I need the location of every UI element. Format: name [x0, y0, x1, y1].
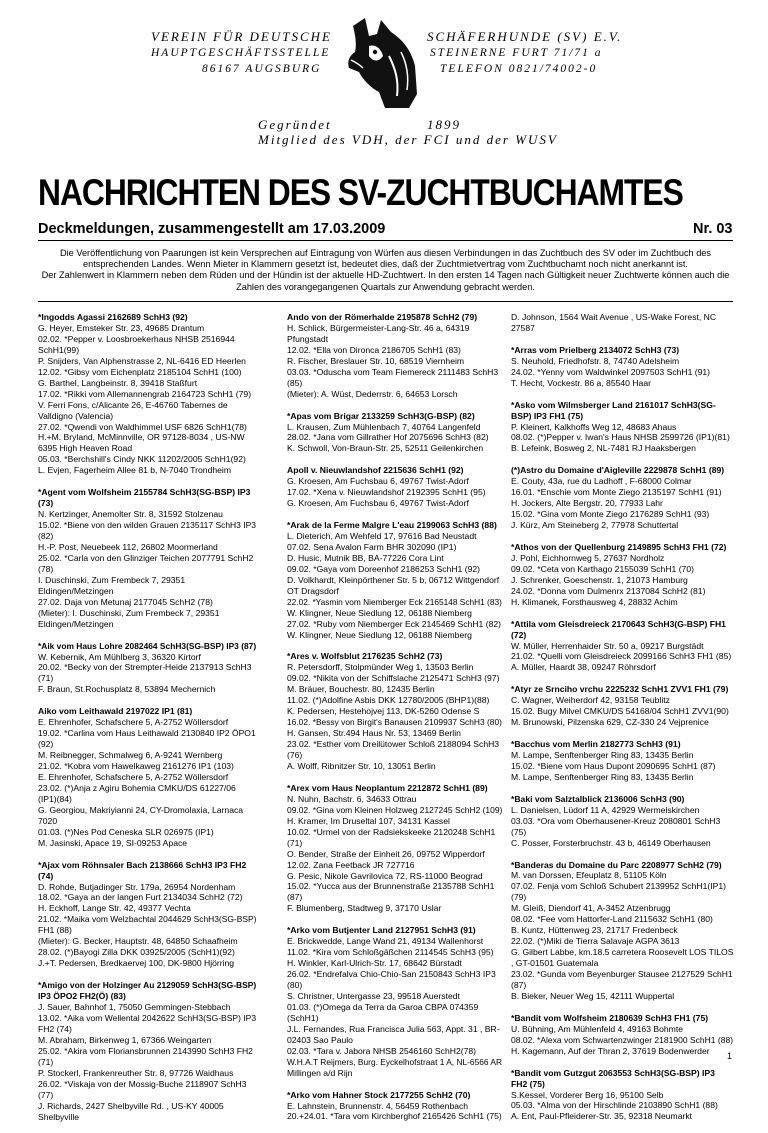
entry-line: M. Lampe, Senftenberger Ring 83, 13435 Berlin [511, 750, 694, 761]
entry-line: A. Wolff, Ribnitzer Str. 10, 13051 Berlin [287, 761, 436, 772]
entry-line: D. Volkhardt, Kleinpörthener Str. 5 b, 06712 Wittgendorf [287, 574, 500, 585]
entry-line: H. Kramer, Im Druseltal 107, 34131 Kassel [287, 815, 450, 826]
stud-entry [511, 465, 733, 531]
stud-dog-name: *Apas vom Brigar 2133259 SchH3(G-BSP) (82) [287, 410, 475, 421]
entry-line: (71) [38, 673, 54, 684]
entry-line: M. Abraham, Birkenweg 1, 67366 Weingarten [38, 1034, 212, 1045]
entry-line: S. Christner, Untergasse 23, 99518 Auerstedt [287, 991, 460, 1001]
stud-entry [287, 1090, 502, 1123]
stud-entry [511, 400, 733, 455]
entry-line: 6395 High Heaven Road [38, 443, 133, 454]
entry-line: U. Bühning, Am Mühlenfeld 4, 49163 Bohmte [511, 1023, 683, 1034]
entry-line: 21.02. *Quelli vom Gleisdreieck 2099166 SchH3 FH1 (85) [511, 651, 732, 662]
entry-line: 21.02. *Maika vom Welzbachtal 2044629 SchH3(SG-BSP) [38, 914, 257, 925]
stud-entry [511, 1068, 733, 1123]
entry-line: 15.02. Bugy Milvel CMKU/DS 54168/04 SchH1 ZVV1(90) [511, 706, 729, 717]
entry-line: 01.03. (*)Omega da Terra da Garoa CBPA 074359 [287, 1001, 479, 1012]
entry-line: 15.02. *Yucca aus der Brunnenstraße 2135788 SchH1 [287, 881, 495, 892]
page-number: 1 [727, 1051, 733, 1061]
entry-line: 15.02. *Gina vom Monte Ziego 2176289 SchH1 (93) [511, 509, 710, 520]
entry-line: P. Stockerl, Frankenreuther Str. 8, 97726 Waidhaus [38, 1067, 234, 1078]
stud-entry [511, 1013, 733, 1057]
entry-line: 28.02. *Jana vom Gillrather Hof 2075696 SchH3 (82) [287, 432, 489, 443]
entry-line: D. Rohde, Butjadinger Str. 179a, 26954 Nordenham [38, 881, 236, 892]
entry-line: (77) [38, 1089, 54, 1100]
entry-line: 7020 [38, 815, 58, 826]
stud-dog-name: *Arras vom Prielberg 2134072 SchH3 (73) [511, 344, 680, 355]
entry-line: H. Klimanek, Forsthausweg 4, 28832 Achim [511, 596, 678, 607]
entry-line: (85) [287, 377, 303, 388]
entry-line: (76) [287, 750, 303, 761]
stud-dog-name: *Aik vom Haus Lohre 2082464 SchH3(SG-BSP) IP3 (87) [38, 640, 257, 651]
entry-line: M. Bräuer, Bouchestr. 80, 12435 Berlin [287, 684, 435, 695]
entry-line: 15.02. *Biene von den wilden Grauen 2135117 SchH3 IP3 [38, 520, 256, 531]
stud-entry [511, 312, 733, 334]
stud-dog-name: *Athos von der Quellenburg 2149895 SchH3 FH1 (72) [511, 541, 727, 552]
entry-line: J. Sauer, Bahnhof 1, 75050 Gemmingen-Stebbach [38, 1001, 231, 1012]
entry-line: (79) [511, 892, 527, 903]
association-name-right: SCHÄFERHUNDE (SV) E.V. [427, 29, 623, 44]
stud-entry [287, 783, 502, 914]
stud-entry [511, 619, 733, 674]
entry-line: I. Duschinski, Zum Frembeck 7, 29351 [38, 574, 186, 585]
entry-line: L. Krausen, Zum Mühlenbach 7, 40764 Langenfeld [287, 421, 481, 432]
issue-number: Nr. 03 [693, 221, 733, 237]
entry-line: L. Danielsen, Lüdorf 11 A, 42929 Wermelskirchen [511, 804, 700, 815]
entry-line: 09.02. *Gaya vom Doreenhof 2186253 SchH1 (92) [287, 563, 481, 574]
entry-line: E. Brickwedde, Lange Wand 21, 49134 Wallenhorst [287, 936, 484, 947]
entry-line: N. Kertzinger, Anemolter Str. 8, 31592 Stolzenau [38, 509, 223, 520]
entry-line: H. Winkler, Karl-Ulrich-Str. 17, 68642 Bürstadt [287, 958, 462, 969]
entry-line: H.-P. Post, Neuebeek 112, 26802 Moormerland [38, 542, 218, 552]
entry-line: (92) [38, 739, 54, 750]
entry-line: Eldingen/Metzingen [38, 585, 114, 596]
entry-line: H. Eckhoff, Lange Str. 42, 49377 Vechta [38, 903, 191, 914]
entry-line: (75) [511, 826, 527, 837]
entry-line: Valldigno (Valencia) [38, 410, 114, 421]
entry-line: 12.02. *Ella von Dironca 2186705 SchH1 (83) [287, 344, 461, 355]
entry-line: 26.02. *Viskaja von der Mossig-Buche 2118907 SchH3 [38, 1078, 247, 1089]
entry-line: 03.03. *Oduscha vom Team Fiemereck 2111483 SchH3 [287, 366, 499, 377]
report-subtitle: Deckmeldungen, zusammengestellt am 17.03.2009 [38, 221, 386, 237]
entry-line: F. Braun, St.Rochusplatz 8, 53894 Mechernich [38, 684, 216, 695]
entry-line: W. Müller, Herrenhaider Str. 50 a, 09217 Burgstädt [511, 640, 704, 651]
entry-line: 01.03. (*)Nes Pod Ceneska SLR 026975 (IP1) [38, 826, 214, 837]
entry-line: D. Johnson, 1564 Wait Avenue , US-Wake Forest, NC [511, 312, 717, 322]
entry-line: R. Petersdorff, Stolpmünder Weg 1, 13503 Berlin [287, 662, 474, 673]
entry-line: W. Klingner, Neue Siedlung 12, 06188 Niemberg [287, 607, 472, 618]
entry-line: N. Nuhn, Bachstr. 6, 34633 Ottrau [287, 793, 417, 804]
entry-line: 23.02. *Gunda vom Beyenburger Stausee 2127529 SchH1 [511, 969, 733, 980]
stud-entry [38, 487, 256, 629]
entry-line: 16.02. *Bessy von Birgit's Banausen 2109937 SchH3 (80) [287, 717, 502, 728]
entry-line: E. Ehrenhofer, Schafschere 5, A-2752 Wöllersdorf [38, 771, 229, 782]
stud-dog-name: BSP) IP3 FH1 (75) [511, 410, 584, 421]
stud-dog-name: *Agent vom Wolfsheim 2155784 SchH3(SG-BSP) IP3 [38, 487, 251, 498]
entry-line: (82) [38, 531, 54, 542]
entry-line: G. Gilbert Labbe, km.18.5 carretera Roosevelt LOS TILOS [511, 947, 734, 958]
entry-line: M. Lampe, Senftenberger Ring 83, 13435 Berlin [511, 771, 694, 782]
entry-line: 20.02. *Becky von der Strempter-Heide 2137913 SchH3 [38, 662, 252, 673]
entry-line: (IP1)(84) [38, 793, 72, 804]
stud-entry [511, 345, 733, 389]
entry-line: SchH1(99) [38, 344, 80, 355]
entry-line: 27.02. *Ruby vom Niemberger Eck 2145469 SchH1 (82) [287, 618, 502, 629]
shepherd-dog-logo [345, 16, 419, 110]
entry-line: (80) [287, 980, 303, 991]
entry-line: P. Kleinert, Kalkhoffs Weg 12, 48683 Ahaus [511, 421, 677, 432]
stud-dog-name: *Bandit vom Wolfsheim 2180639 SchH3 FH1 (75) [511, 1012, 709, 1023]
entry-line: 05.03. *Berchshill's Cindy NKK 11202/2005 SchH1(92) [38, 454, 246, 465]
entry-line: 17.02. *Xena v. Nieuwlandshof 2192395 SchH1 (95) [287, 487, 486, 498]
entry-line: M. Brunowski, Pilzenska 629, CZ-330 24 Vejprenice [511, 717, 709, 728]
entry-line: (Mieter): A. Wüst, Dederrstr. 6, 64653 Lorsch [287, 388, 458, 399]
membership-line: Mitglied des VDH, der FCI und der WUSV [258, 132, 558, 147]
stud-dog-name: *Attila vom Gleisdreieck 2170643 SchH3(G-BSP) FH1 [511, 618, 726, 629]
entry-line: J.+T. Pedersen, Bredkaervej 100, DK-9800 Hjörring [38, 958, 235, 969]
entry-line: (71) [38, 1056, 54, 1067]
intro-line: entsprechenden Landes. Wenn Mieter in Klammern gesetzt ist, bedeutet dies, daß der Zuchtmietvertrag vom Zuchtbuchamt noch nicht anerkannt ist. [83, 259, 688, 270]
stud-dog-name: *Arko vom Butjenter Land 2127951 SchH3 (91) [287, 925, 476, 936]
entry-line: 25.02. *Akira vom Floriansbrunnen 2143990 SchH3 FH2 [38, 1045, 253, 1056]
entry-line: J. Richards, 2427 Shelbyville Rd. , US-KY 40005 [38, 1100, 224, 1111]
column-middle [287, 312, 502, 1133]
entry-line: 24.02. *Donna vom Dulmenrx 2137084 SchH2 (81) [511, 585, 706, 596]
stud-dog-name: (72) [511, 629, 527, 640]
founded-year: 1899 [427, 117, 461, 132]
entry-line: 22.02. (*)Miki de Tierra Salavaje AGPA 3613 [511, 936, 680, 947]
entry-line: (78) [38, 563, 54, 574]
stud-entry [287, 651, 502, 771]
entry-line: 27.02. Daja von Metunaj 2177045 SchH2 (78) [38, 596, 213, 607]
entry-line: 11.02. *Kira vom Schloßgäßchen 2114545 SchH3 (95) [287, 947, 494, 958]
intro-line: Zahlen des vorangegangenen Quartals zur Anwendung gebracht werden. [236, 281, 535, 292]
entry-line: 20.+24.01. *Tara vom Kirchberghof 2165426 SchH1 (75) [287, 1111, 502, 1122]
entry-line: 19.02. *Carlina vom Haus Leithawald 2130840 IP2 ÖPO1 [38, 728, 256, 739]
stud-dog-name: (*)Astro du Domaine d'Aigleville 2229878 SchH1 (89) [511, 465, 725, 476]
entry-line: 02.02. *Pepper v. Loosbroekerhaus NHSB 2516944 [38, 333, 235, 344]
entry-line: 05.03. *Alma von der Hirschlinde 2103890 SchH1 (88) [511, 1100, 718, 1111]
entry-line: K. Pedersen, Hestehojvej 113, DK-5260 Odense S [287, 706, 480, 717]
entry-line: 08.02. (*)Pepper v. Iwan's Haus NHSB 2599726 (IP1)(81) [511, 432, 730, 443]
stud-dog-name: Apoll v. Nieuwlandshof 2215636 SchH1 (92) [287, 465, 464, 476]
entry-line: B. Bieker, Neuer Weg 15, 42111 Wuppertal [511, 990, 675, 1001]
entry-line: E. Ehrenhofer, Schafschere 5, A-2752 Wöllersdorf [38, 717, 229, 728]
stud-dog-name: *Arko vom Hahner Stock 2177255 SchH2 (70) [287, 1089, 471, 1100]
stud-dog-name: *Baki vom Salztalblick 2136006 SchH3 (90) [511, 793, 685, 804]
founded-label: Gegründet [258, 117, 332, 132]
stud-entry [287, 520, 502, 640]
divider [38, 240, 733, 241]
entry-line: (87) [287, 892, 303, 903]
entry-line: S.Kessel, Vorderer Berg 16, 95100 Selb [511, 1089, 664, 1100]
entry-line: OT Dragsdorf [287, 585, 339, 596]
entry-line: 15.02. *Biene vom Haus Dupont 2090695 SchH1 (87) [511, 760, 716, 771]
entry-line: 07.02. Fenja vom Schloß Schubert 2139952 SchH1(IP1) [511, 881, 726, 892]
stud-dog-name: *Ingodds Agassi 2162689 SchH3 (92) [38, 312, 188, 322]
stud-entry [287, 465, 502, 509]
entry-line: G. Kroesen, Am Fuchsbau 6, 49767 Twist-Adorf [287, 476, 469, 487]
entry-line: FH2 (74) [38, 1023, 72, 1034]
column-right [511, 312, 733, 1133]
entry-line: FH1 (88) [38, 925, 72, 936]
entry-line: 23.02. (*)Anja z Agiru Bohemia CMKU/DS 61227/06 [38, 782, 236, 793]
stud-entry [287, 411, 502, 455]
entry-line: G. Barthel, Langbeinstr. 8, 39418 Staßfurt [38, 377, 198, 388]
entry-line: F. Blumenberg, Stadtweg 9, 37170 Uslar [287, 903, 442, 914]
entry-line: O. Bender, Straße der Einheit 26, 09752 Wipperdorf [287, 848, 485, 859]
entry-line: 22.02. *Yasmin vom Niemberger Eck 2165148 SchH1 (83) [287, 596, 502, 607]
column-left [38, 312, 256, 1133]
intro-line: Die Veröffentlichung von Paarungen ist kein Versprechen auf Eintragung von Würfen aus diesen Verbindungen in das Zuchtbuch des SV oder im Zuchtbuch des [59, 248, 712, 258]
entry-line: Pfungstadt [287, 333, 329, 344]
entry-line: J. Kürz, Am Steineberg 2, 77978 Schuttertal [511, 520, 679, 531]
stud-dog-name: (73) [38, 498, 54, 509]
stud-entry [38, 860, 256, 970]
entry-line: J.L. Fernandes, Rua Francisca Julia 563, Appt. 31 , BR- [287, 1023, 500, 1034]
stud-entry [287, 312, 502, 400]
stud-entry [38, 641, 256, 696]
stud-dog-name: *Asko vom Wilmsberger Land 2161017 SchH3(SG- [511, 399, 716, 410]
divider [38, 301, 733, 302]
office-phone: TELEFON 0821/74002-0 [440, 63, 598, 75]
entry-line: (Mieter): G. Becker, Hauptstr. 48, 64850 Schaafheim [38, 936, 238, 947]
entry-line: (71) [287, 837, 303, 848]
stud-dog-name: Aiko vom Leithawald 2197022 IP1 (81) [38, 706, 193, 717]
stud-entry [511, 542, 733, 608]
stud-dog-name: *Arex vom Haus Neoplantum 2212872 SchH1 (89) [287, 782, 488, 793]
stud-dog-name: FH2 (75) [511, 1078, 545, 1089]
entry-line: 02403 Sao Paulo [287, 1034, 353, 1045]
stud-dog-name: *Ajax vom Röhnsaler Bach 2138666 SchH3 IP3 FH2 [38, 859, 247, 870]
entry-line: 23.02. *Esther vom Dreilütower Schloß 2188094 SchH3 [287, 739, 500, 750]
entry-line: (87) [511, 980, 527, 990]
entry-line: M. Jasinski, Apace 19, SI-09253 Apace [38, 837, 188, 848]
entry-line: 09.02. *Nikita von der Schiffslache 2125471 SchH3 (97) [287, 673, 500, 684]
entry-line: A. Ent, Paul-Pfleiderer-Str. 35, 92318 Neumarkt [511, 1111, 693, 1122]
entry-line: B. Kuntz, Hüttenweg 23, 21717 Fredenbeck [511, 925, 678, 936]
entry-line: 18.02. *Gaya an der langen Furt 2134034 SchH2 (72) [38, 892, 243, 903]
entry-line: 17.02. *Rikki vom Allemannengrab 2164723 SchH1 (79) [38, 388, 252, 399]
entry-line: E. Couty, 43a, rue du Ladhoff , F-68000 Colmar [511, 476, 692, 487]
entry-line: 27.02. *Qwendi von Waldhimmel USF 6826 SchH1(78) [38, 421, 247, 432]
entry-line: L. Evjen, Fagerheim Allee 81 b, N-7040 Trondheim [38, 465, 231, 476]
entry-line: R. Fischer, Breslauer Str. 10, 68519 Viernheim [287, 355, 465, 366]
entry-line: S. Neuhold, Friedhofstr. 8, 74740 Adelsheim [511, 355, 680, 366]
entry-line: J. Pohl, Eichhornweg 5, 27637 Nordholz [511, 552, 665, 563]
entry-line: V. Ferri Fons, c/Alicante 26, E-46760 Tabernes de [38, 399, 228, 410]
entry-line: W. Klingner, Neue Siedlung 12, 06188 Niemberg [287, 629, 472, 640]
stud-dog-name: *Bacchus vom Merlin 2182773 SchH3 (91) [511, 739, 681, 750]
entry-line: H. Schlick, Bürgermeister-Lang-Str. 46 a, 64319 [287, 322, 470, 333]
entry-line: (Mieter): I. Duschinski, Zum Frembeck 7, 29351 [38, 607, 220, 618]
entry-line: 07.02. Sena Avalon Farm BHR 302090 (IP1) [287, 541, 457, 552]
stud-dog-name: (74) [38, 870, 54, 881]
entry-line: W. Kebernik, Am Mühlberg 3, 36320 Kirtorf [38, 651, 201, 662]
stud-entry [511, 739, 733, 783]
entry-line: H. Jockers, Alte Bergstr. 20, 77933 Lahr [511, 498, 663, 509]
entry-line: W.H.A.T Reijmers, Burg. Eyckelhofstraat 1 A, NL-6566 AR [287, 1056, 503, 1067]
stud-dog-name: IP3 ÖPO2 FH2(Ö) (83) [38, 991, 126, 1002]
stud-entry [38, 980, 256, 1122]
office-city: 86167 AUGSBURG [202, 63, 322, 75]
entry-line: C. Posser, Forsterbruchstr. 43 b, 46149 Oberhausen [511, 837, 711, 848]
entry-line: 24.02. *Yenny vom Waldwinkel 2097503 SchH1 (91) [511, 366, 711, 377]
entry-line: 10.02. *Urmel von der Radsiekskeeke 2120248 SchH1 [287, 826, 496, 837]
entry-line: G. Heyer, Emsteker Str. 23, 49685 Drantum [38, 322, 205, 333]
entry-line: C. Wagner, Weiherdorf 42, 93158 Teublitz [511, 695, 670, 706]
stud-dog-name: *Banderas du Domaine du Parc 2208977 SchH2 (79) [511, 859, 722, 870]
entry-line: 09.02. *Ceta von Karthago 2155039 SchH1 (70) [511, 563, 694, 574]
entry-line: J. Schrenker, Goeschenstr. 1, 21073 Hamburg [511, 574, 688, 585]
entry-line: 28.02. (*)Bayogi Zilla DKK 03925/2005 (SchH1)(92) [38, 947, 235, 958]
stud-entry [38, 312, 256, 476]
association-name-left: VEREIN FÜR DEUTSCHE [151, 29, 332, 44]
page-title: NACHRICHTEN DES SV-ZUCHTBUCHAMTES [38, 172, 683, 213]
stud-entry [511, 794, 733, 849]
entry-line: 25.02. *Carla von den Glinziger Teichen 2077791 SchH2 [38, 552, 254, 563]
entry-line: G. Kroesen, Am Fuchsbau 6, 49767 Twist-Adorf [287, 498, 469, 509]
entry-line: 03.03. *Ora vom Oberhausener-Kreuz 2080801 SchH3 [511, 815, 721, 826]
entry-line: P. Snijders, Van Alphenstrasse 2, NL-6416 ED Heerlen [38, 355, 246, 366]
office-street: STEINERNE FURT 71/71 a [430, 47, 603, 59]
entry-line: 16.01. *Enschie vom Monte Ziego 2135197 SchH1 (91) [511, 487, 722, 498]
stud-dog-name: *Atyr ze Srnciho vrchu 2225232 SchH1 ZVV1 FH1 (79) [511, 684, 729, 695]
entry-line: L. Dieterich, Am Wehfeld 17, 97616 Bad Neustadt [287, 531, 477, 542]
entry-line: H.+M. Bryland, McMinnville, OR 97128-8034 , US-NW [38, 432, 245, 443]
stud-dog-name: Ando von der Römerhalde 2195878 SchH2 (79) [287, 312, 478, 322]
entry-line: M. van Dorssen, Efeuplatz 8, 51105 Köln [511, 870, 667, 881]
entry-line: 12.02. *Gibsy vom Eichenplatz 2185104 SchH1 (100) [38, 366, 242, 377]
entry-line: M. Reibnegger, Schmalweg 6, A-9241 Wernberg [38, 750, 223, 761]
intro-notice [38, 248, 733, 293]
entry-line: 27587 [511, 322, 535, 333]
entry-line: 26.02. *Endrefalva Chio-Chio-San 2150843 SchH3 IP3 [287, 969, 496, 980]
stud-entry [511, 684, 733, 728]
entry-line: 11.02. (*)Adolfine Asbis DKK 12780/2005 (BHP1)(88) [287, 695, 490, 706]
stud-dog-name: *Arak de la Ferme Malgre L'eau 2199063 SchH3 (88) [287, 520, 497, 531]
entry-line: Eldingen/Metzingen [38, 618, 114, 629]
entry-line: 12.02. Zana Feetback JR 727716 [287, 859, 415, 870]
entry-line: 21.02. *Kobra vom Hawelkaweg 2161276 IP1 (103) [38, 761, 234, 772]
entry-line: H. Gansen, Str.494 Haus Nr. 53, 13469 Berlin [287, 728, 461, 739]
office-label: HAUPTGESCHÄFTSSTELLE [151, 47, 331, 59]
intro-line: Der Zahlenwert in Klammern neben dem Rüden und der Hündin ist der aktuelle HD-Zuchtwert. In den ersten 14 Tagen nach Gültigkeit neuer Zuchtwerte können auch die [41, 270, 730, 281]
entry-line: A. Müller, Haardt 38, 09247 Röhrsdorf [511, 662, 656, 673]
entry-line: Shelbyville [38, 1111, 80, 1122]
stud-entry [511, 860, 733, 1002]
entry-line: G. Pesic, Nikole Gavrilovica 72, RS-11000 Beograd [287, 870, 483, 881]
entry-line: 02.03. *Tara v. Jabora NHSB 2546160 SchH2(78) [287, 1045, 477, 1056]
entry-line: , GT-01501 Guatemala [511, 958, 599, 969]
entry-line: T. Hecht, Vockestr. 86 a, 85540 Haar [511, 377, 651, 388]
stud-entry [38, 706, 256, 848]
entry-line: K. Schwoll, Von-Braun-Str. 25, 52511 Geilenkirchen [287, 443, 484, 454]
entry-line: 08.02. *Alexa vom Schwartenzwinger 2181900 SchH1 (88) [511, 1034, 734, 1045]
entry-line: (SchH1) [287, 1012, 319, 1023]
entry-line: Millingen a/d Rijn [287, 1067, 353, 1078]
stud-dog-name: *Bandit vom Gutzgut 2063553 SchH3(SG-BSP) IP3 [511, 1067, 715, 1078]
entry-line: H. Kagemann, Auf der Thran 2, 37619 Bodenwerder [511, 1045, 710, 1056]
entry-line: M. Gleiß, Diendorf 41, A-3452 Atzenbrugg [511, 903, 671, 914]
entry-line: B. Lefeink, Bosweg 2, NL-7481 RJ Haaksbergen [511, 443, 696, 454]
entry-line: 08.02. *Fee vom Hattorfer-Land 2115632 SchH1 (80) [511, 914, 713, 925]
entry-line: E. Lahnstein, Brunnenstr. 4, 56459 Rothenbach [287, 1100, 469, 1111]
stud-dog-name: *Ares v. Wolfsblut 2176235 SchH2 (73) [287, 651, 443, 662]
stud-dog-name: *Amigo von der Holzinger Au 2129059 SchH3(SG-BSP) [38, 980, 257, 991]
entry-line: D. Husic, Mutnik BB, BA-77226 Cora Lint [287, 552, 444, 563]
entry-line: G. Georgiou, Makriyianni 24, CY-Dromolaxia, Larnaca [38, 804, 244, 815]
entry-line: 13.02. *Aika vom Wellental 2042622 SchH3(SG-BSP) IP3 [38, 1012, 257, 1023]
stud-entry [287, 925, 502, 1078]
entry-line: 09.02. *Gina vom Kleinen Holzweg 2127245 SchH2 (109) [287, 804, 503, 815]
